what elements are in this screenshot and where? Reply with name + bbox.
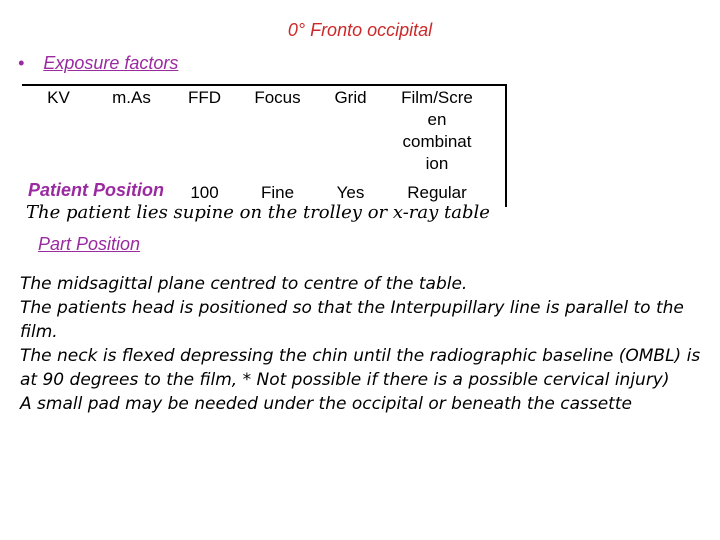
part-position-heading: Part Position (38, 234, 141, 254)
header-film-line-3: combinat (402, 132, 472, 151)
value-ffd: 100 (190, 183, 219, 202)
instruction-line: The patients head is positioned so that the Interpupillary line is parallel to the film. (20, 298, 684, 342)
header-ffd: FFD (187, 88, 222, 107)
value-focus: Fine (260, 183, 295, 202)
exposure-factors-heading (18, 53, 178, 74)
table-header-row (22, 84, 487, 180)
header-kv: KV (47, 88, 70, 107)
header-film-line-4: ion (425, 154, 449, 173)
patient-position-text: The patient lies supine on the trolley or x-ray table (26, 202, 490, 223)
header-grid: Grid (334, 88, 367, 107)
value-grid: Yes (336, 183, 365, 202)
header-mas: m.As (112, 88, 151, 107)
patient-position-heading: Patient Position (28, 180, 165, 200)
header-film-line-2: en (427, 110, 447, 129)
instruction-line: The neck is flexed depressing the chin until the radiographic baseline (OMBL) is at 90 degrees to the film, * Not possible if there is a possible cervical injury) (20, 346, 701, 390)
header-film-screen (387, 84, 487, 180)
value-film-screen: Regular (407, 183, 467, 202)
header-film-line-1: Film/Scre (401, 88, 473, 107)
instruction-line: The midsagittal plane centred to centre of the table. (20, 274, 468, 294)
header-focus: Focus (254, 88, 301, 107)
exposure-factors-label: Exposure factors (43, 53, 179, 73)
instruction-line: A small pad may be needed under the occipital or beneath the cassette (20, 394, 632, 414)
page-title: 0° Fronto occipital (287, 20, 433, 40)
bullet-dot: • (18, 53, 25, 73)
part-position-body (20, 272, 710, 416)
